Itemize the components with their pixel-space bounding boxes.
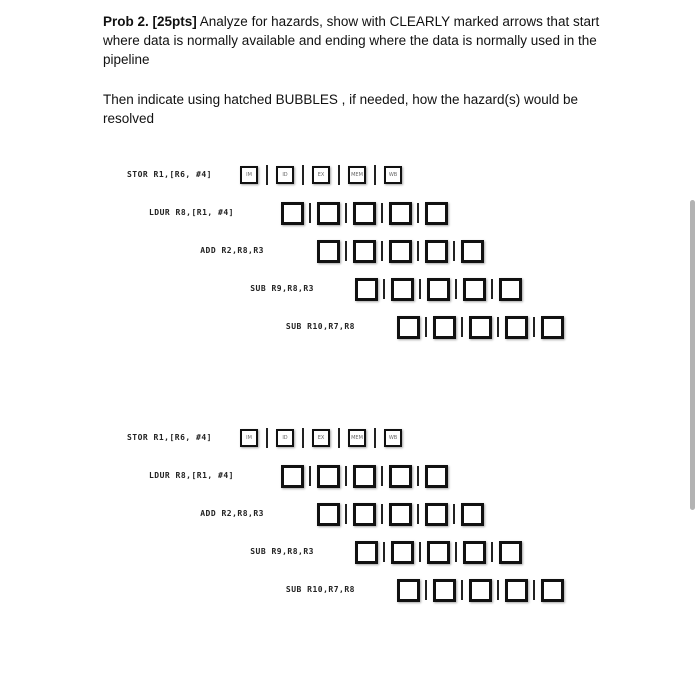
stage-separator (381, 241, 383, 261)
pipeline-stage-box (276, 429, 294, 447)
stage-separator (338, 165, 340, 185)
pipeline-stage-box (281, 202, 304, 225)
scrollbar[interactable] (690, 200, 695, 510)
instruction-label: STOR R1,[R6, #4] (126, 170, 212, 179)
instruction-label: ADD R2,R8,R3 (200, 509, 264, 518)
pipeline-stage-box (391, 278, 414, 301)
stage-separator (381, 203, 383, 223)
stage-separator (497, 317, 499, 337)
stage-separator (417, 466, 419, 486)
instruction-label: SUB R10,R7,R8 (285, 585, 355, 594)
instruction-label: LDUR R8,[R1, #4] (148, 471, 234, 480)
pipeline-stage-box (391, 541, 414, 564)
pipeline-stage-box (505, 579, 528, 602)
stage-separator (338, 428, 340, 448)
stage-separator (419, 542, 421, 562)
pipeline-stage-box (389, 202, 412, 225)
stage-separator (491, 542, 493, 562)
stage-separator (266, 428, 268, 448)
pipeline-stage-box (389, 465, 412, 488)
pipeline-stage-box (384, 166, 402, 184)
stage-separator (453, 241, 455, 261)
stage-separator (381, 466, 383, 486)
stage-separator (425, 580, 427, 600)
stage-label: ID (282, 435, 288, 441)
pipeline-stage-box (427, 278, 450, 301)
stage-separator (374, 428, 376, 448)
stage-separator (345, 466, 347, 486)
pipeline-stage-box (389, 240, 412, 263)
pipeline-stage-box (312, 429, 330, 447)
instruction-label: SUB R9,R8,R3 (250, 547, 314, 556)
pipeline-stage-box (433, 316, 456, 339)
stage-label: MEM (351, 435, 363, 441)
pipeline-stage-box (355, 278, 378, 301)
stage-separator (533, 317, 535, 337)
pipeline-stage-box (353, 202, 376, 225)
pipeline-stage-box (425, 465, 448, 488)
pipeline-stage-box (353, 240, 376, 263)
pipeline-stage-box (505, 316, 528, 339)
stage-label: WB (388, 172, 398, 178)
stage-separator (302, 428, 304, 448)
pipeline-stage-box (469, 579, 492, 602)
pipeline-stage-box (425, 202, 448, 225)
pipeline-stage-box (317, 202, 340, 225)
pipeline-stage-box (317, 240, 340, 263)
pipeline-stage-box (281, 465, 304, 488)
stage-separator (302, 165, 304, 185)
pipeline-stage-box (463, 278, 486, 301)
pipeline-stage-box (461, 503, 484, 526)
stage-separator (345, 203, 347, 223)
instruction-label: LDUR R8,[R1, #4] (148, 208, 234, 217)
pipeline-stage-box (317, 465, 340, 488)
pipeline-stage-box (355, 541, 378, 564)
pipeline-stage-box (276, 166, 294, 184)
pipeline-stage-box (348, 166, 366, 184)
stage-label: EX (317, 172, 325, 178)
stage-separator (417, 504, 419, 524)
instruction-label: ADD R2,R8,R3 (200, 246, 264, 255)
stage-separator (455, 279, 457, 299)
problem-instruction: Then indicate using hatched BUBBLES , if needed, how the hazard(s) would be resolved (103, 92, 579, 126)
pipeline-stage-box (384, 429, 402, 447)
stage-separator (266, 165, 268, 185)
pipeline-stage-box (425, 503, 448, 526)
stage-separator (383, 542, 385, 562)
pipeline-stage-box (397, 316, 420, 339)
problem-statement (103, 12, 603, 69)
pipeline-stage-box (312, 166, 330, 184)
stage-separator (381, 504, 383, 524)
instruction-label: SUB R10,R7,R8 (285, 322, 355, 331)
problem-text: Analyze for hazards, show with CLEARLY marked arrows that start where data is normally available and ending where the data is normally used in the pipeline (103, 14, 600, 67)
pipeline-stage-box (240, 429, 258, 447)
stage-separator (309, 466, 311, 486)
instruction-label: STOR R1,[R6, #4] (126, 433, 212, 442)
stage-separator (497, 580, 499, 600)
pipeline-stage-box (427, 541, 450, 564)
pipeline-stage-box (433, 579, 456, 602)
pipeline-stage-box (425, 240, 448, 263)
stage-separator (345, 504, 347, 524)
stage-separator (419, 279, 421, 299)
stage-label: MEM (351, 172, 363, 178)
stage-label: IM (246, 172, 252, 178)
pipeline-stage-box (499, 278, 522, 301)
stage-separator (533, 580, 535, 600)
stage-label: EX (317, 435, 325, 441)
stage-separator (345, 241, 347, 261)
pipeline-stage-box (499, 541, 522, 564)
pipeline-stage-box (461, 240, 484, 263)
pipeline-stage-box (240, 166, 258, 184)
stage-separator (374, 165, 376, 185)
pipeline-stage-box (541, 316, 564, 339)
pipeline-stage-box (353, 503, 376, 526)
pipeline-stage-box (353, 465, 376, 488)
stage-label: WB (388, 435, 398, 441)
stage-separator (453, 504, 455, 524)
pipeline-stage-box (397, 579, 420, 602)
problem-heading: Prob 2. [25pts] (103, 14, 197, 29)
pipeline-stage-box (348, 429, 366, 447)
stage-separator (461, 580, 463, 600)
stage-label: IM (246, 435, 252, 441)
stage-separator (417, 241, 419, 261)
pipeline-stage-box (463, 541, 486, 564)
stage-label: ID (282, 172, 288, 178)
stage-separator (383, 279, 385, 299)
instruction-label: SUB R9,R8,R3 (250, 284, 314, 293)
stage-separator (417, 203, 419, 223)
pipeline-stage-box (389, 503, 412, 526)
stage-separator (425, 317, 427, 337)
pipeline-stage-box (469, 316, 492, 339)
stage-separator (491, 279, 493, 299)
stage-separator (309, 203, 311, 223)
stage-separator (455, 542, 457, 562)
pipeline-stage-box (317, 503, 340, 526)
pipeline-stage-box (541, 579, 564, 602)
stage-separator (461, 317, 463, 337)
